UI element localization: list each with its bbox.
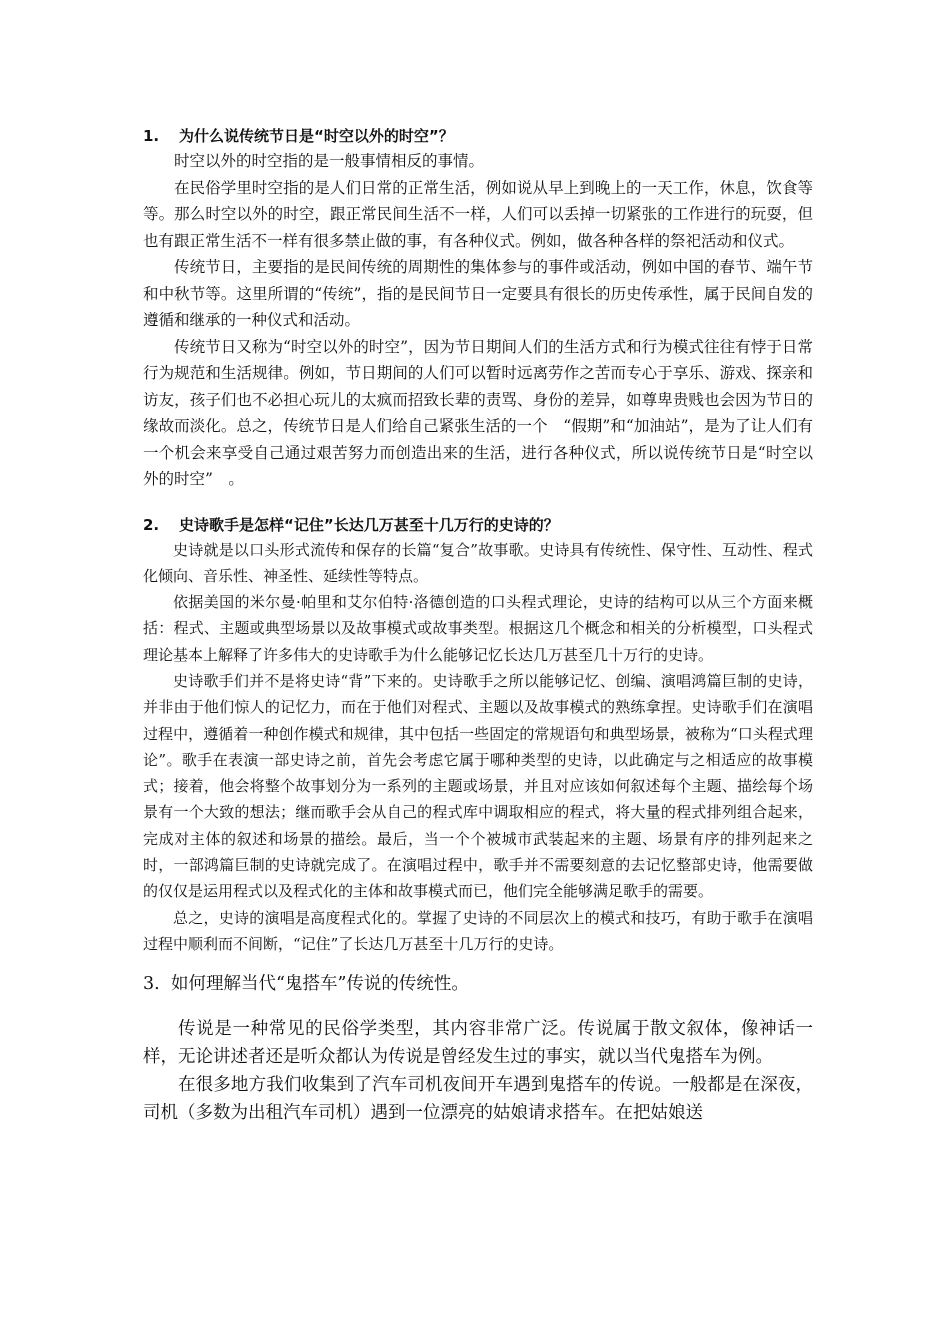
question-3-title: 如何理解当代“鬼搭车”传说的传统性。	[171, 974, 469, 995]
section-2	[143, 513, 813, 958]
paragraph: 在民俗学里时空指的是人们日常的正常生活，例如说从早上到晚上的一天工作，休息，饮食等等。那么时空以外的时空，跟正常民间生活不一样，人们可以丢掉一切紧张的工作进行的玩耍，但也有跟正常生活不一样有很多禁止做的事，有各种仪式。例如，做各种各样的祭祀活动和仪式。	[143, 178, 813, 250]
question-1-title: 为什么说传统节日是“时空以外的时空”？	[179, 127, 454, 145]
section-3	[143, 969, 813, 1127]
question-2-heading	[143, 513, 813, 537]
paragraph: 依据美国的米尔曼·帕里和艾尔伯特·洛德创造的口头程式理论，史诗的结构可以从三个方面来概括：程式、主题或典型场景以及故事模式或故事类型。根据这几个概念和相关的分析模型，口头程式理论基本上解释了许多伟大的史诗歌手为什么能够记忆长达几万甚至几十万行的史诗。	[143, 593, 813, 664]
paragraph: 在很多地方我们收集到了汽车司机夜间开车遇到鬼搭车的传说。一般都是在深夜，司机（多数为出租汽车司机）遇到一位漂亮的姑娘请求搭车。在把姑娘送	[143, 1075, 813, 1124]
question-2-number: 2.	[143, 515, 160, 534]
paragraph: 时空以外的时空指的是一般事情相反的事情。	[174, 152, 485, 170]
question-1-heading	[143, 124, 813, 148]
section-1	[143, 124, 813, 493]
paragraph: 史诗歌手们并不是将史诗“背”下来的。史诗歌手之所以能够记忆、创编、演唱鸿篇巨制的史诗，并非由于他们惊人的记忆力，而在于他们对程式、主题以及故事模式的熟练拿捏。史诗歌手们在演唱过程中，遵循着一种创作模式和规律，其中包括一些固定的常规语句和典型场景，被称为“口头程式理论”。歌手在表演一部史诗之前，首先会考虑它属于哪种类型的史诗，以此确定与之相适应的故事模式；接着，他会将整个故事划分为一系列的主题或场景，并且对应该如何叙述每个主题、描绘每个场景有一个大致的想法；继而歌手会从自己的程式库中调取相应的程式，将大量的程式排列组合起来，完成对主体的叙述和场景的描绘。最后，当一个个被城市武装起来的主题、场景有序的排列起来之时，一部鸿篇巨制的史诗就完成了。在演唱过程中，歌手并不需要刻意的去记忆整部史诗，他需要做的仅仅是运用程式以及程式化的主体和故事模式而已，他们完全能够满足歌手的需要。	[143, 671, 813, 901]
paragraph: 总之，史诗的演唱是高度程式化的。掌握了史诗的不同层次上的模式和技巧，有助于歌手在演唱过程中顺利而不间断，“记住”了长达几万甚至十几万行的史诗。	[143, 908, 813, 953]
question-2-title: 史诗歌手是怎样“记住”长达几万甚至十几万行的史诗的？	[179, 515, 559, 534]
paragraph: 传统节日，主要指的是民间传统的周期性的集体参与的事件或活动，例如中国的春节、端午节和中秋节等。这里所谓的“传统”，指的是民间节日一定要具有很长的历史传承性，属于民间自发的遵循和继承的一种仪式和活动。	[143, 258, 813, 329]
question-1-number: 1.	[143, 127, 160, 145]
question-3-number: 3.	[143, 974, 160, 995]
paragraph: 史诗就是以口头形式流传和保存的长篇“复合”故事歌。史诗具有传统性、保守性、互动性、程式化倾向、音乐性、神圣性、延续性等特点。	[143, 540, 813, 585]
paragraph: 传统节日又称为“时空以外的时空”，因为节日期间人们的生活方式和行为模式往往有悖于日常行为规范和生活规律。例如，节日期间的人们可以暂时远离劳作之苦而专心于享乐、游戏、探亲和访友，孩子们也不必担心玩儿的太疯而招致长辈的责骂、身份的差异，如尊卑贵贱也会因为节日的缘故而淡化。总之，传统节日是人们给自己紧张生活的一个 “假期”和“加油站”，是为了让人们有一个机会来享受自己通过艰苦努力而创造出来的生活，进行各种仪式，所以说传统节日是“时空以外的时空” 。	[143, 337, 813, 488]
document-page	[143, 124, 813, 1127]
paragraph: 传说是一种常见的民俗学类型，其内容非常广泛。传说属于散文叙体，像神话一样，无论讲述者还是听众都认为传说是曾经发生过的事实，就以当代鬼搭车为例。	[143, 1019, 813, 1068]
question-3-heading	[143, 969, 813, 999]
